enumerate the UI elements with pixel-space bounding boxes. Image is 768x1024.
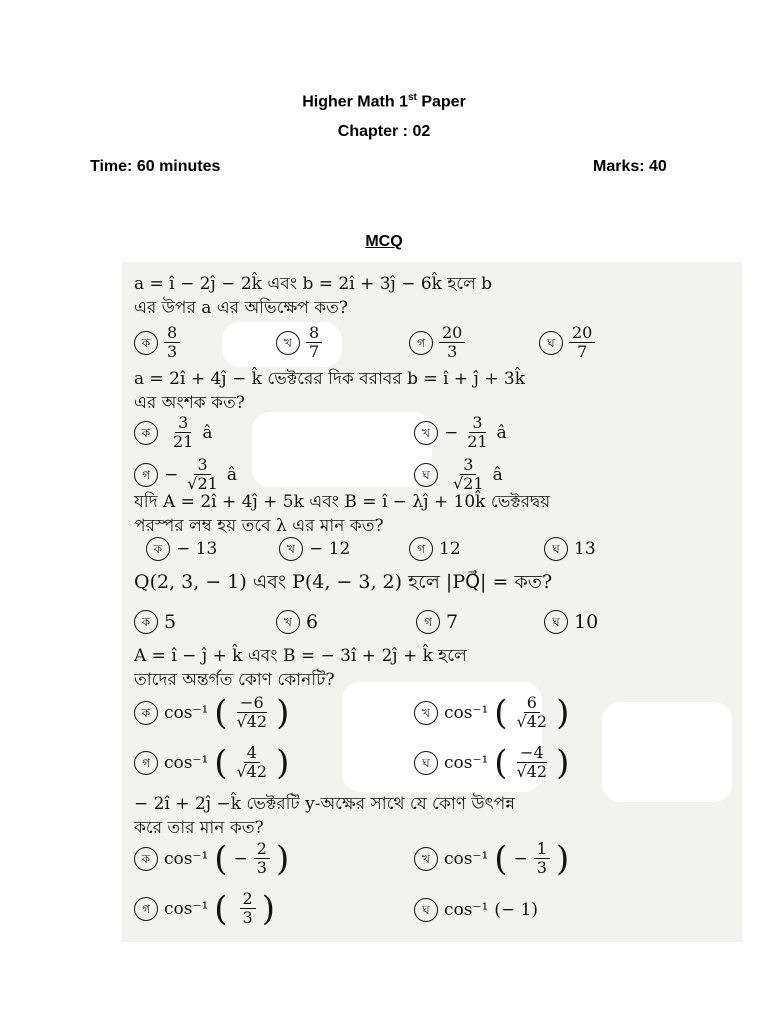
numerator: −4 [517,744,547,763]
denominator: √42 [236,712,268,731]
fraction [170,414,196,451]
fraction [514,744,551,781]
paren-open: ( [494,838,508,879]
title-text: Higher Math 1 [302,93,408,111]
denominator: 21 [467,432,488,451]
denominator: √21 [187,474,218,493]
question-3 [134,490,734,538]
denominator: 3 [256,858,267,877]
question-text: যদি A = 2î + 4ĵ + 5k এবং B = î − λĵ + 10k̂ ভেক্টরদ্বয় [134,492,551,512]
paren-close: ) [556,742,570,783]
title-rest: Paper [416,93,466,111]
option [409,324,465,361]
option [279,537,350,561]
option [414,694,569,731]
option [134,890,275,927]
fraction [464,414,490,451]
option-marker: খ [414,701,438,725]
option-marker: খ [414,847,438,871]
paren-close: ) [261,888,275,929]
question-text: এর উপর a এর অভিক্ষেপ কত? [134,298,349,318]
function-name: cos⁻¹ [164,898,209,919]
option-marker: ঘ [544,610,568,634]
numerator: 3 [194,456,210,475]
option-value: 13 [574,539,596,559]
function-name: cos⁻¹ [164,702,209,723]
option-marker: ক [134,421,158,445]
option [134,840,289,877]
option-marker: খ [276,331,300,355]
paper-title [0,92,768,111]
question-text: এর অংশক কত? [134,393,245,413]
fraction [534,840,550,877]
numerator: 8 [306,324,322,343]
paren-open: ( [214,888,228,929]
numerator: 8 [164,324,180,343]
paren-open: ( [214,742,228,783]
option [134,324,180,361]
option-value: 6 [306,611,319,633]
numerator: 3 [175,414,191,433]
fraction [164,324,180,361]
unit-vector: â [496,422,507,443]
question-text: a = î − 2ĵ − 2k̂ এবং b = 2î + 3ĵ − 6k̂ হলে b [134,274,493,294]
function-name: cos⁻¹ [444,752,489,773]
question-3-options [134,537,734,563]
numerator: 2 [240,890,256,909]
question-5 [134,644,734,692]
option-marker: গ [134,897,158,921]
question-5-options [134,694,734,794]
denominator: 3 [167,342,178,361]
denominator: 7 [577,342,588,361]
denominator: 7 [309,342,320,361]
option-value: (− 1) [494,900,539,920]
paren-open: ( [214,692,228,733]
unit-vector: â [226,464,237,485]
denominator: 21 [173,432,194,451]
numerator: 3 [460,456,476,475]
function-name: cos⁻¹ [444,702,489,723]
option-marker: গ [409,537,433,561]
option [134,414,213,451]
option-marker: খ [276,610,300,634]
question-text: A = î − ĵ + k̂ এবং B = − 3î + 2ĵ + k̂ হলে [134,646,467,666]
fraction [569,324,595,361]
option-marker: ক [134,331,158,355]
unit-vector: â [202,422,213,443]
sign: − [513,848,528,869]
option-value: 10 [574,611,599,633]
option-marker: গ [416,610,440,634]
denominator: 3 [242,908,253,927]
option [414,744,569,781]
denominator: √42 [516,762,548,781]
question-1 [134,272,734,320]
numerator: 1 [534,840,550,859]
fraction [234,744,271,781]
option-value: 12 [439,539,461,559]
option-value: 7 [446,611,459,633]
option-value: − 12 [309,539,351,559]
option [276,324,322,361]
option [409,537,461,561]
option [134,744,289,781]
numerator: 20 [439,324,465,343]
paren-open: ( [494,742,508,783]
denominator: √42 [236,762,268,781]
option-marker: গ [409,331,433,355]
fraction [234,694,271,731]
question-text: পরস্পর লম্ব হয় তবে λ এর মান কত? [134,516,384,536]
fraction [306,324,322,361]
fraction [514,694,551,731]
option [544,537,596,561]
paren-close: ) [276,692,290,733]
option-marker: খ [414,421,438,445]
option [134,456,237,493]
option [416,610,458,634]
fraction [254,840,270,877]
denominator: 3 [447,342,458,361]
option [414,840,569,877]
option-marker: ঘ [414,898,438,922]
option-marker: ক [134,847,158,871]
option-marker: ক [134,701,158,725]
time-label: Time: 60 minutes [90,158,221,175]
option-marker: গ [134,751,158,775]
denominator: √21 [453,474,484,493]
paren-close: ) [556,692,570,733]
option-marker: ঘ [414,463,438,487]
title-sup: st [407,92,417,103]
option-marker: ঘ [544,537,568,561]
option-marker: গ [134,463,158,487]
numerator: 6 [524,694,540,713]
question-4 [134,570,734,594]
numerator: 3 [469,414,485,433]
denominator: √42 [516,712,548,731]
denominator: 3 [536,858,547,877]
option [276,610,318,634]
option [134,610,176,634]
chapter-label: Chapter : 02 [337,123,431,140]
numerator: 2 [254,840,270,859]
marks-label: Marks: 40 [593,158,667,175]
fraction [439,324,465,361]
paren-close: ) [276,742,290,783]
option-marker: ক [134,610,158,634]
function-name: cos⁻¹ [164,752,209,773]
numerator: −6 [237,694,267,713]
sign: − [444,422,459,443]
fraction [450,456,487,493]
fraction [240,890,256,927]
option [146,537,217,561]
sign: − [233,848,248,869]
question-text: a = 2î + 4ĵ − k̂ ভেক্টরের দিক বরাবর b = î + ĵ + 3k̂ [134,369,526,389]
question-6-options [134,840,734,940]
question-text: করে তার মান কত? [134,818,264,838]
scanned-questions [122,262,742,942]
paren-open: ( [494,692,508,733]
question-text: − 2î + 2ĵ −k̂ ভেক্টরটি y-অক্ষের সাথে যে কোণ উৎপন্ন [134,794,515,814]
option-marker: খ [279,537,303,561]
option-marker: ঘ [414,751,438,775]
paren-open: ( [214,838,228,879]
question-1-options [134,324,734,364]
question-6 [134,792,734,840]
option [414,898,538,922]
option-marker: ক [146,537,170,561]
question-2 [134,367,734,415]
option [134,694,289,731]
section-heading: MCQ [365,233,403,250]
question-4-options [134,610,734,636]
paren-close: ) [275,838,290,879]
fraction [184,456,221,493]
option [544,610,598,634]
option [539,324,595,361]
paren-close: ) [555,838,570,879]
option [414,456,503,493]
numerator: 4 [244,744,260,763]
function-name: cos⁻¹ [444,848,489,869]
question-text: তাদের অন্তর্গত কোণ কোনটি? [134,670,335,690]
option-value: − 13 [176,539,218,559]
function-name: cos⁻¹ [164,848,209,869]
option-marker: ঘ [539,331,563,355]
unit-vector: â [492,464,503,485]
sign: − [164,464,179,485]
question-text: Q(2, 3, − 1) এবং P(4, − 3, 2) হলে |PQ⃗| = কত? [134,571,553,593]
option [414,414,507,451]
numerator: 20 [569,324,595,343]
function-name: cos⁻¹ [444,900,489,920]
option-value: 5 [164,611,177,633]
